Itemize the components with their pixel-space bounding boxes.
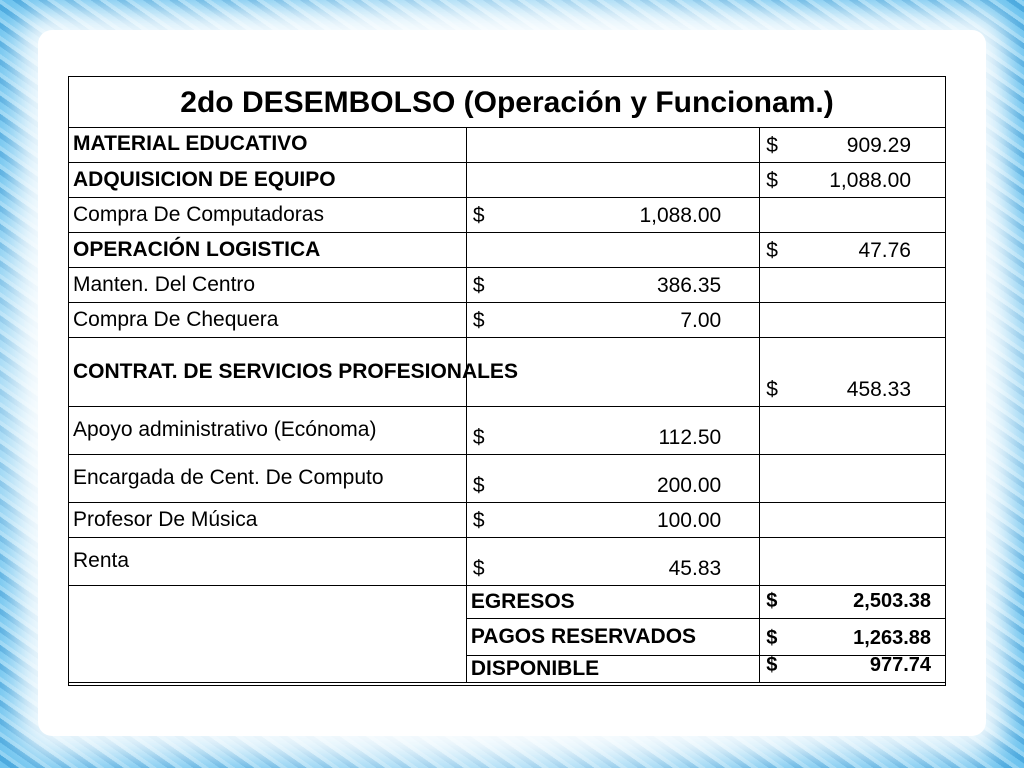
summary-amount: $ 977.74 bbox=[760, 655, 945, 682]
sub-amount-cell: $ 386.35 bbox=[466, 267, 759, 302]
sub-amount-cell: $ 112.50 bbox=[466, 406, 759, 454]
sub-amount-cell: $ 1,088.00 bbox=[466, 197, 759, 232]
summary-amount: $ 1,263.88 bbox=[760, 618, 945, 655]
row-label: Profesor De Música bbox=[69, 502, 466, 537]
total-amount-cell: $ 1,088.00 bbox=[760, 162, 945, 197]
row-label: Compra De Computadoras bbox=[69, 197, 466, 232]
table-row bbox=[69, 267, 945, 302]
table-title: 2do DESEMBOLSO (Operación y Funcionam.) bbox=[69, 77, 945, 128]
summary-label: EGRESOS bbox=[466, 585, 759, 618]
total-amount-cell bbox=[760, 537, 945, 585]
summary-label: DISPONIBLE bbox=[466, 655, 759, 682]
sub-amount-cell bbox=[466, 232, 759, 267]
table-row bbox=[69, 127, 945, 162]
total-amount-cell: $ 458.33 bbox=[760, 337, 945, 406]
total-amount-cell: $ 909.29 bbox=[760, 127, 945, 162]
table-row bbox=[69, 162, 945, 197]
table-row bbox=[69, 232, 945, 267]
total-amount-cell bbox=[760, 406, 945, 454]
table-row bbox=[69, 302, 945, 337]
total-amount-cell bbox=[760, 267, 945, 302]
table-row bbox=[69, 406, 945, 454]
sub-amount-cell: $ 100.00 bbox=[466, 502, 759, 537]
total-amount-cell bbox=[760, 502, 945, 537]
summary-blank-cell bbox=[69, 585, 466, 682]
row-label: ADQUISICION DE EQUIPO bbox=[69, 162, 466, 197]
row-label: MATERIAL EDUCATIVO bbox=[69, 127, 466, 162]
table-row bbox=[69, 502, 945, 537]
sub-amount-cell: $ 45.83 bbox=[466, 537, 759, 585]
sub-amount-cell: $ 7.00 bbox=[466, 302, 759, 337]
row-label: CONTRAT. DE SERVICIOS PROFESIONALES bbox=[69, 337, 466, 406]
total-amount-cell bbox=[760, 454, 945, 502]
row-label: Compra De Chequera bbox=[69, 302, 466, 337]
row-label: Encargada de Cent. De Computo bbox=[69, 454, 466, 502]
table-row bbox=[69, 537, 945, 585]
table-row bbox=[69, 454, 945, 502]
table-row bbox=[69, 337, 945, 406]
row-label: Manten. Del Centro bbox=[69, 267, 466, 302]
sub-amount-cell bbox=[466, 127, 759, 162]
disbursement-table bbox=[68, 76, 946, 686]
table-grid bbox=[69, 127, 945, 683]
row-label: OPERACIÓN LOGISTICA bbox=[69, 232, 466, 267]
total-amount-cell bbox=[760, 197, 945, 232]
summary-amount: $ 2,503.38 bbox=[760, 585, 945, 618]
summary-row bbox=[69, 585, 945, 618]
total-amount-cell bbox=[760, 302, 945, 337]
total-amount-cell: $ 47.76 bbox=[760, 232, 945, 267]
summary-label: PAGOS RESERVADOS bbox=[466, 618, 759, 655]
sub-amount-cell bbox=[466, 162, 759, 197]
sub-amount-cell: $ 200.00 bbox=[466, 454, 759, 502]
row-label: Apoyo administrativo (Ecónoma) bbox=[69, 406, 466, 454]
table-row bbox=[69, 197, 945, 232]
row-label: Renta bbox=[69, 537, 466, 585]
